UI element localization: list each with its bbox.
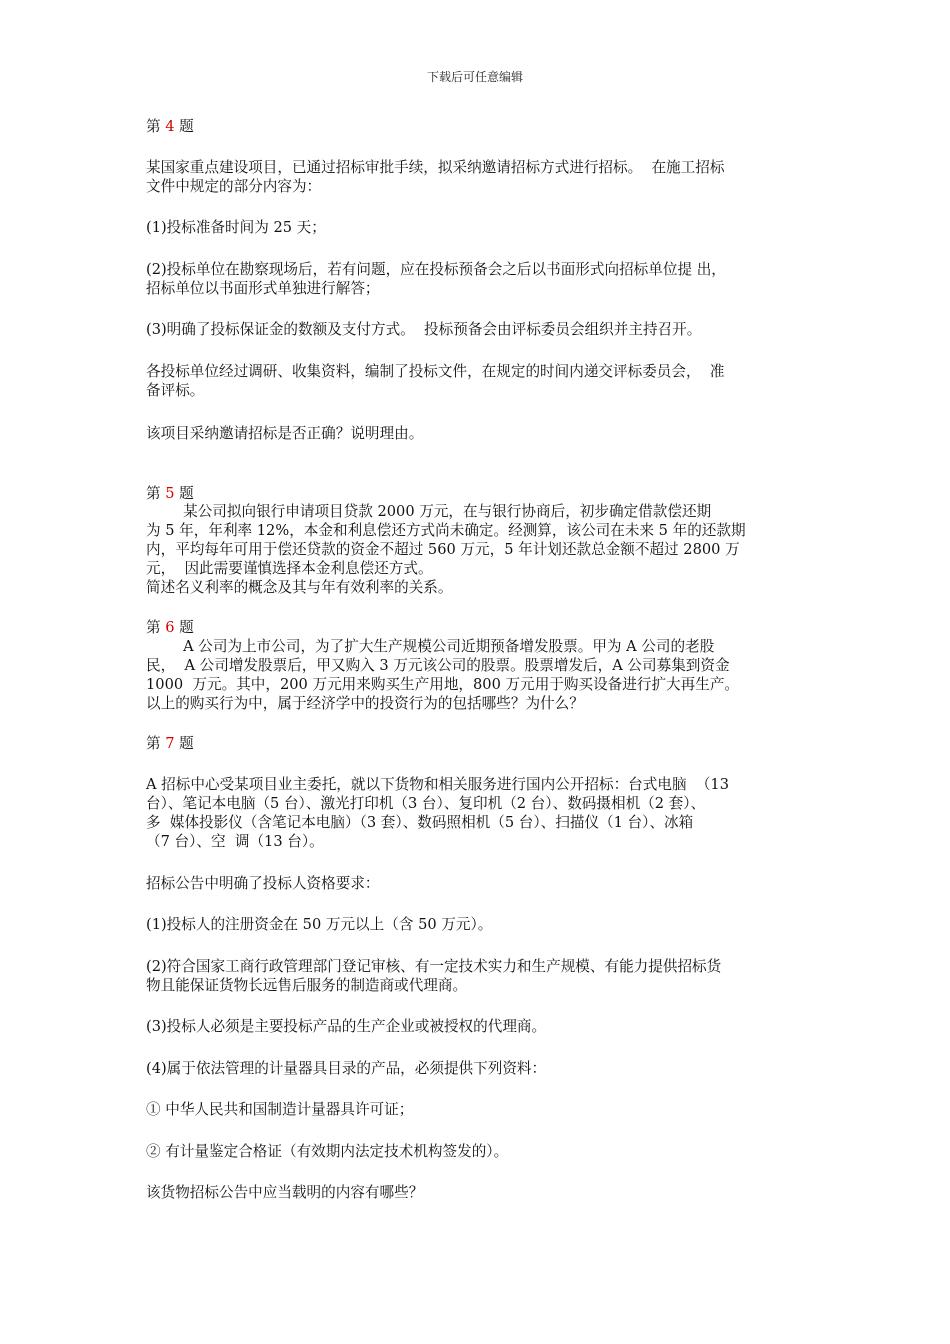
q7-p5: (3)投标人必须是主要投标产品的生产企业或被授权的代理商。 xyxy=(146,1018,547,1035)
q7-p1-line3: 多 媒体投影仪（含笔记本电脑）（3 套）、数码照相机（5 台）、扫描仪（1 台）、冰箱 xyxy=(146,814,694,831)
q7-p7: ① 中华人民共和国制造计量器具许可证； xyxy=(146,1101,414,1118)
q7-p4-line2: 物且能保证货物长远售后服务的制造商或代理商。 xyxy=(146,977,468,994)
q6-line4: 以上的购买行为中，属于经济学中的投资行为的包括哪些？为什么？ xyxy=(146,695,584,712)
q4-p5-line1: 各投标单位经过调研、收集资料，编制了投标文件，在规定的时间内递交评标委员会， 准 xyxy=(146,363,725,380)
q6-line2: 民， A 公司增发股票后，甲又购入 3 万元该公司的股票。股票增发后，A 公司募集到资金 xyxy=(146,657,730,674)
q6-number: 6 xyxy=(165,619,175,636)
q7-p3: (1)投标人的注册资金在 50 万元以上（含 50 万元）。 xyxy=(146,916,493,933)
q7-p9: 该货物招标公告中应当载明的内容有哪些？ xyxy=(146,1184,424,1201)
q4-p3-line1: (2)投标单位在勘察现场后，若有问题，应在投标预备会之后以书面形式向招标单位提 出， xyxy=(146,261,726,278)
q4-p4: (3)明确了投标保证金的数额及支付方式。 投标预备会由评标委员会组织并主持召开。 xyxy=(146,321,702,338)
q7-number: 7 xyxy=(165,735,175,752)
q4-title xyxy=(146,117,194,136)
q7-title-suffix: 题 xyxy=(174,735,194,752)
q5-line5: 简述名义利率的概念及其与年有效利率的关系。 xyxy=(146,579,453,596)
q4-p5-line2: 备评标。 xyxy=(146,382,205,399)
q5-line4: 元， 因此需要谨慎选择本金利息偿还方式。 xyxy=(146,560,433,577)
q7-p1-line1: A 招标中心受某项目业主委托，就以下货物和相关服务进行国内公开招标：台式电脑 （13 xyxy=(146,776,729,793)
q6-line1: A 公司为上市公司，为了扩大生产规模公司近期预备增发股票。甲为 A 公司的老股 xyxy=(146,638,715,655)
q7-p1-line4: （7 台）、空 调（13 台）。 xyxy=(146,833,324,850)
q7-title-prefix: 第 xyxy=(146,735,166,752)
q7-p2: 招标公告中明确了投标人资格要求： xyxy=(146,875,380,892)
q6-line3: 1000 万元。其中，200 万元用来购买生产用地，800 万元用于购买设备进行扩大再生产。 xyxy=(146,676,740,693)
q4-number: 4 xyxy=(165,118,175,135)
q7-p6: (4)属于依法管理的计量器具目录的产品，必须提供下列资料： xyxy=(146,1060,547,1077)
q5-title-suffix: 题 xyxy=(174,485,194,502)
q4-p1-line1: 某国家重点建设项目，已通过招标审批手续，拟采纳邀请招标方式进行招标。 在施工招标 xyxy=(146,159,725,176)
q6-title-suffix: 题 xyxy=(174,619,194,636)
q6-title xyxy=(146,618,194,637)
q7-p1-line2: 台）、笔记本电脑（5 台）、激光打印机（3 台）、复印机（2 台）、数码摄相机（2 套）、 xyxy=(146,795,706,812)
q7-title xyxy=(146,734,194,753)
q5-line3: 内，平均每年可用于偿还贷款的资金不超过 560 万元，5 年计划还款总金额不超过 2800 万 xyxy=(146,541,740,558)
q7-p4-line1: (2)符合国家工商行政管理部门登记审核、有一定技术实力和生产规模、有能力提供招标货 xyxy=(146,958,722,975)
q4-p2: (1)投标准备时间为 25 天； xyxy=(146,219,326,236)
q7-p8: ② 有计量鉴定合格证（有效期内法定技术机构签发的）。 xyxy=(146,1143,509,1160)
q4-p1-line2: 文件中规定的部分内容为： xyxy=(146,178,322,195)
q4-p6: 该项目采纳邀请招标是否正确？说明理由。 xyxy=(146,425,424,442)
q5-title-prefix: 第 xyxy=(146,485,166,502)
q4-title-suffix: 题 xyxy=(174,118,194,135)
q4-title-prefix: 第 xyxy=(146,118,166,135)
q5-number: 5 xyxy=(165,485,175,502)
q5-line1: 某公司拟向银行申请项目贷款 2000 万元，在与银行协商后，初步确定借款偿还期 xyxy=(146,503,712,520)
q6-title-prefix: 第 xyxy=(146,619,166,636)
q4-p3-line2: 招标单位以书面形式单独进行解答； xyxy=(146,280,380,297)
q5-title xyxy=(146,484,194,503)
q5-line2: 为 5 年，年利率 12%，本金和利息偿还方式尚未确定。经测算，该公司在未来 5 年的还款期 xyxy=(146,522,746,539)
page-header: 下载后可任意编辑 xyxy=(426,70,523,84)
